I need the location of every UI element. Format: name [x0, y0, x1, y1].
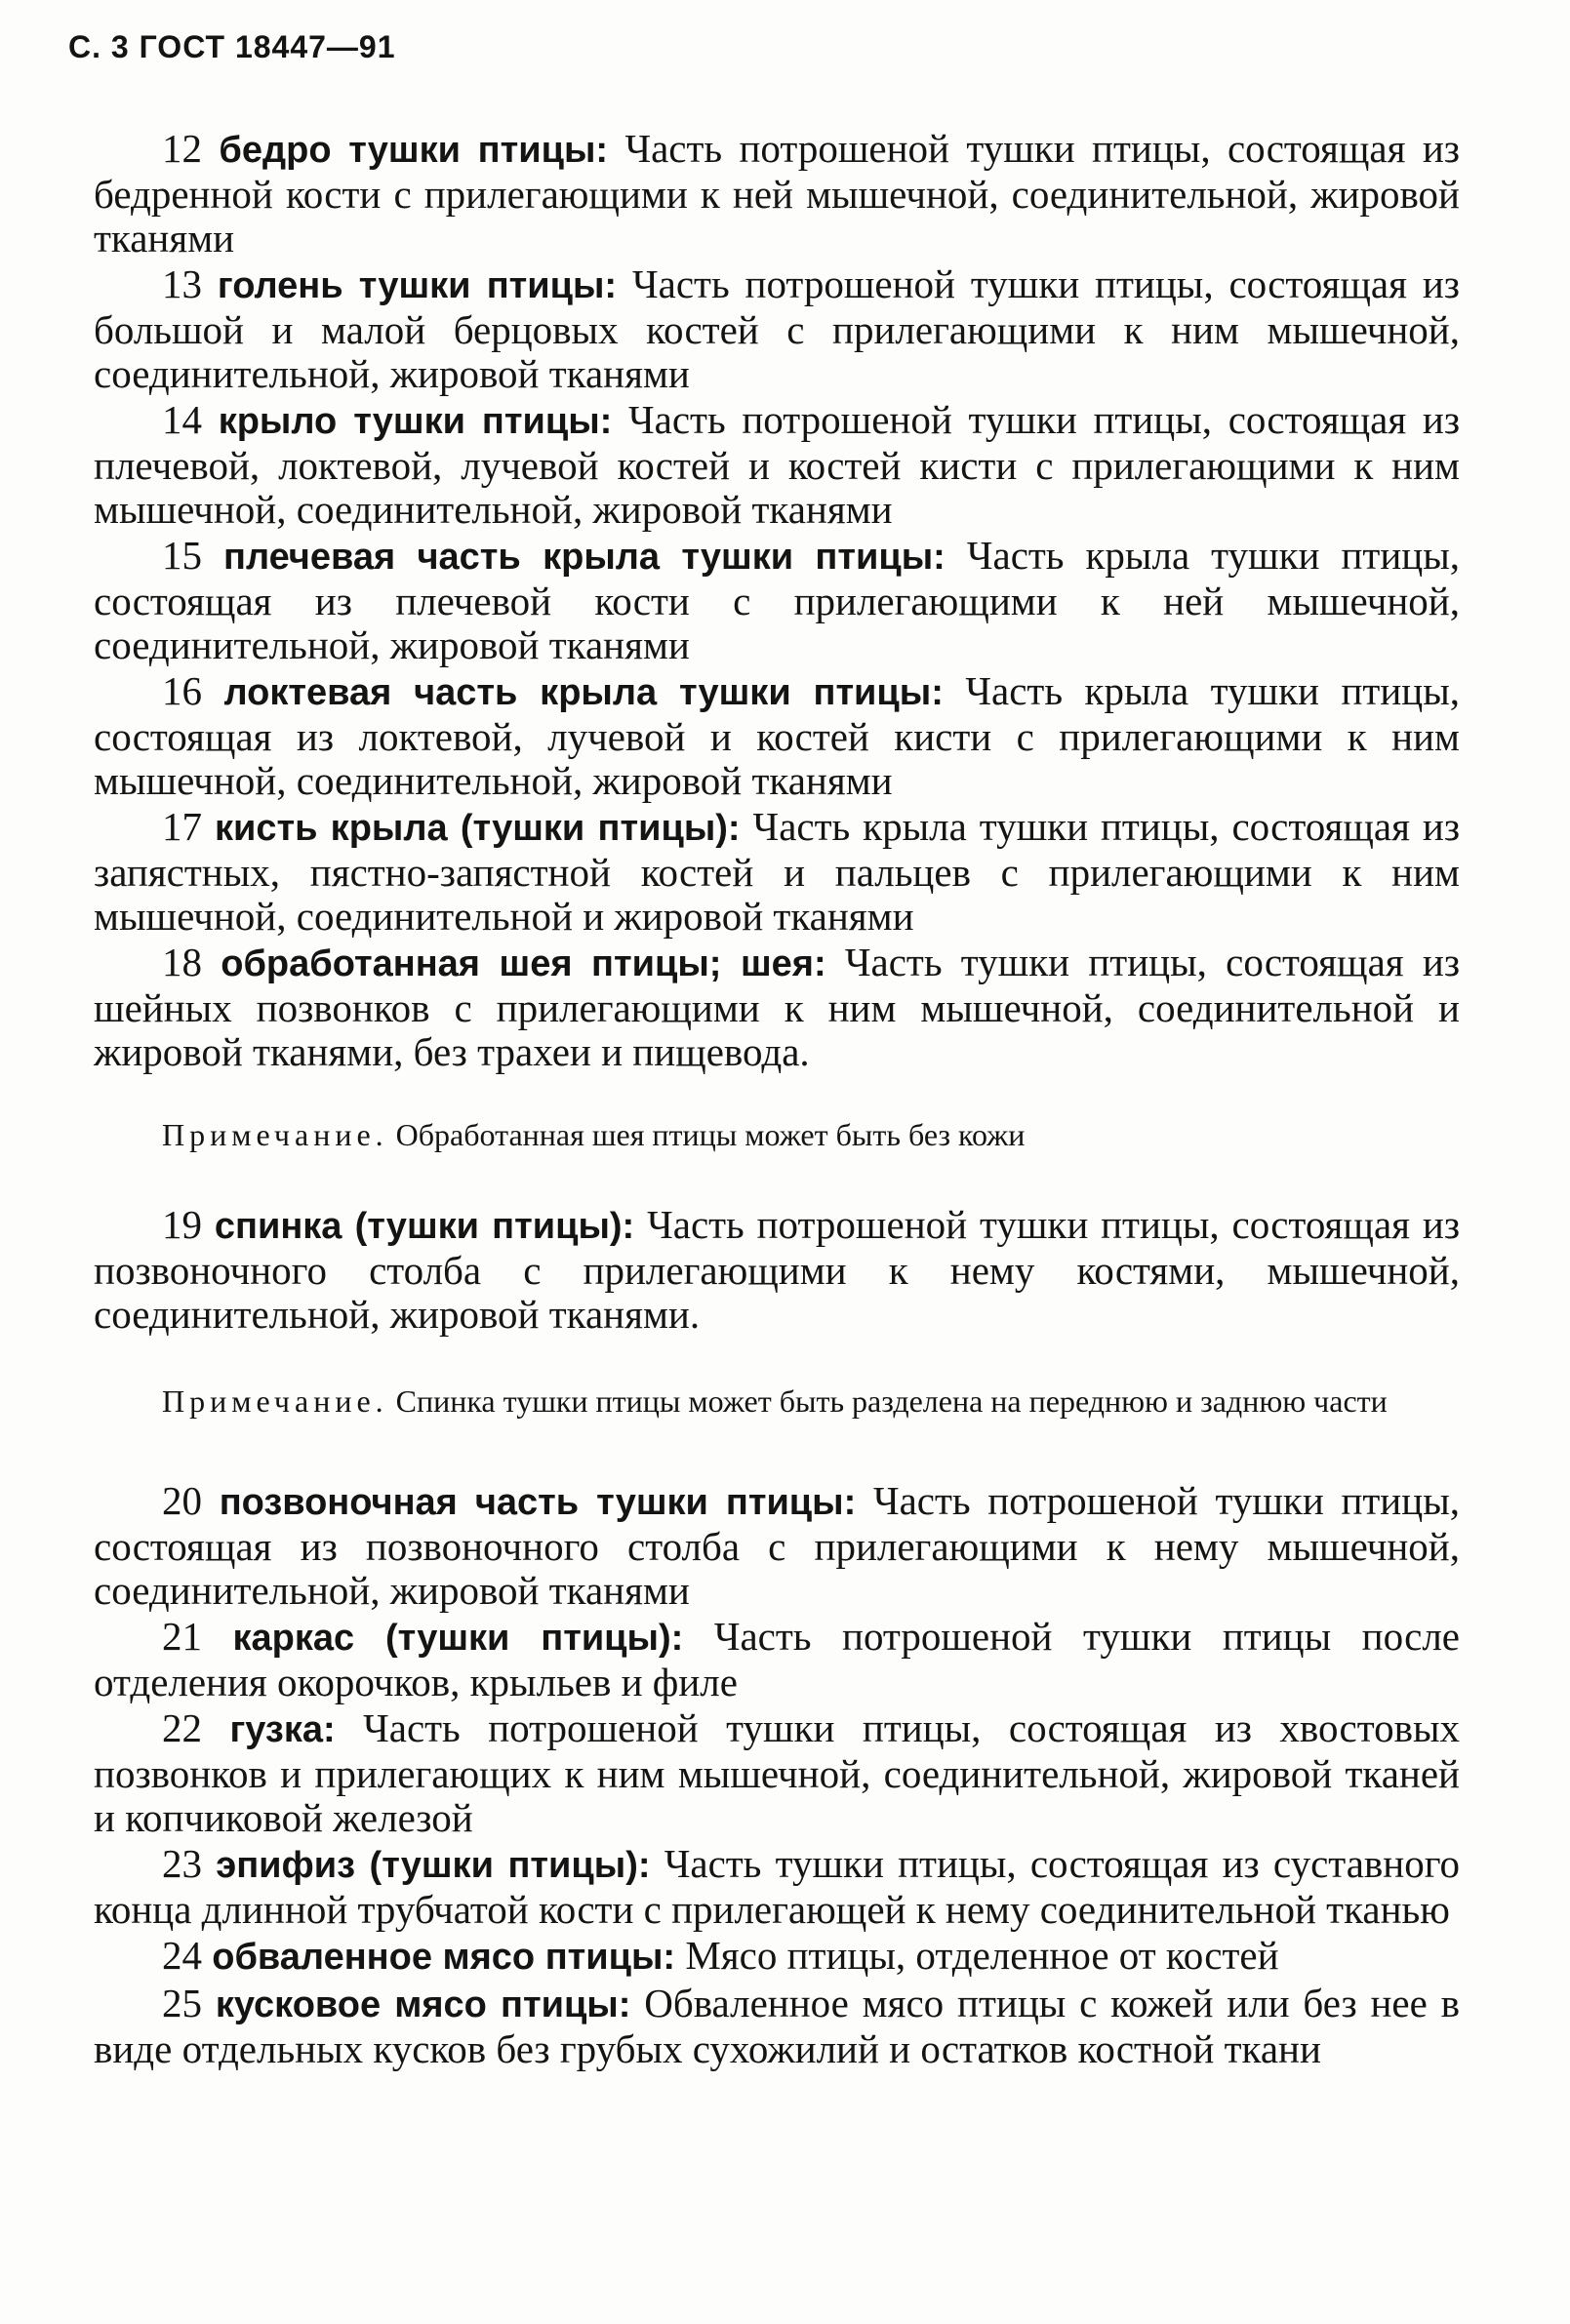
term-19	[94, 1203, 1460, 1339]
terms-body	[94, 127, 1460, 2073]
note-text: Обработанная шея птицы может быть без кожи	[395, 1117, 1026, 1152]
term-16	[94, 669, 1460, 805]
term-definition: Часть тушки птицы, состоящая из шейных позвонков с прилегающими к ним мышечной, соединительной и жировой тканями, без трахеи и пищевода.	[94, 940, 1461, 1074]
term-name: крыло тушки птицы:	[218, 401, 613, 442]
term-24	[94, 1934, 1460, 1982]
term-18	[94, 941, 1460, 1076]
term-definition: Часть потрошеной тушки птицы, состоящая из позвоночного столба с прилегающими к нему костями, мышечной, соединительной, жировой тканями.	[94, 1202, 1461, 1337]
term-definition: Часть потрошеной тушки птицы после отделения окорочков, крыльев и филе	[94, 1614, 1460, 1704]
term-name: позвоночная часть тушки птицы:	[219, 1482, 857, 1523]
note-label: Примечание.	[162, 1383, 388, 1419]
term-number: 24	[162, 1933, 202, 1978]
term-22	[94, 1706, 1460, 1842]
term-definition: Часть потрошеной тушки птицы, состоящая из позвоночного столба с прилегающими к нему мышечной, соединительной, жировой тканями	[94, 1478, 1460, 1613]
term-definition: Часть крыла тушки птицы, состоящая из плечевой кости с прилегающими к ней мышечной, соединительной, жировой тканями	[94, 533, 1461, 667]
term-definition: Часть потрошеной тушки птицы, состоящая из хвостовых позвонков и прилегающих к ним мышечной, соединительной, жировой тканей и копчиковой железой	[94, 1705, 1461, 1840]
term-number: 20	[162, 1478, 202, 1523]
running-header: С. 3 ГОСТ 18447—91	[68, 29, 396, 64]
term-number: 12	[162, 126, 202, 171]
term-name: плечевая часть крыла тушки птицы:	[223, 537, 946, 578]
note-text: Спинка тушки птицы может быть разделена на переднюю и заднюю части	[395, 1383, 1388, 1419]
term-number: 15	[162, 533, 202, 578]
term-name: голень тушки птицы:	[217, 265, 618, 306]
term-14	[94, 398, 1460, 534]
term-definition: Часть потрошеной тушки птицы, состоящая из большой и малой берцовых костей с прилегающими к ним мышечной, соединительной, жировой тканями	[94, 261, 1461, 396]
term-name: спинка (тушки птицы):	[214, 1206, 635, 1247]
note-label: Примечание.	[162, 1117, 388, 1152]
term-15	[94, 534, 1460, 669]
term-name: обваленное мясо птицы:	[212, 1937, 676, 1978]
term-name: обработанная шея птицы; шея:	[221, 943, 826, 984]
term-20	[94, 1479, 1460, 1615]
term-number: 13	[162, 261, 202, 306]
term-definition: Часть потрошеной тушки птицы, состоящая из бедренной кости с прилегающими к ней мышечной, соединительной, жировой тканями	[94, 126, 1460, 260]
term-17	[94, 805, 1460, 941]
term-number: 23	[162, 1841, 202, 1886]
term-definition: Часть тушки птицы, состоящая из суставного конца длинной трубчатой кости с прилегающей к нему соединительной тканью	[94, 1841, 1460, 1932]
term-name: гузка:	[229, 1709, 336, 1750]
term-definition: Часть крыла тушки птицы, состоящая из локтевой, лучевой и костей кисти с прилегающими к ним мышечной, соединительной, жировой тканями	[94, 668, 1461, 803]
note-neck	[94, 1115, 1460, 1154]
term-number: 18	[162, 940, 202, 984]
term-number: 21	[162, 1614, 202, 1659]
term-12	[94, 127, 1460, 262]
term-number: 19	[162, 1202, 202, 1247]
term-number: 25	[162, 1981, 202, 2025]
note-back	[94, 1382, 1460, 1421]
term-number: 14	[162, 397, 202, 442]
term-name: бедро тушки птицы:	[219, 130, 609, 171]
term-definition: Обваленное мясо птицы с кожей или без нее в виде отдельных кусков без грубых сухожилий и остатков костной ткани	[94, 1981, 1460, 2071]
term-25	[94, 1982, 1460, 2073]
term-name: каркас (тушки птицы):	[232, 1618, 684, 1659]
term-name: кусковое мясо птицы:	[215, 1984, 631, 2025]
term-definition: Часть крыла тушки птицы, состоящая из запястных, пястно-запястной костей и пальцев с прилегающими к ним мышечной, соединительной и жировой тканями	[94, 804, 1461, 939]
term-definition: Мясо птицы, отделенное от костей	[685, 1933, 1279, 1978]
term-name: кисть крыла (тушки птицы):	[214, 808, 741, 849]
term-name: эпифиз (тушки птицы):	[216, 1845, 651, 1886]
term-23	[94, 1842, 1460, 1934]
term-definition: Часть потрошеной тушки птицы, состоящая из плечевой, локтевой, лучевой костей и костей кисти с прилегающими к ним мышечной, соединительной, жировой тканями	[94, 397, 1461, 532]
term-name: локтевая часть крыла тушки птицы:	[223, 672, 944, 713]
term-number: 16	[162, 668, 202, 713]
term-21	[94, 1615, 1460, 1706]
term-number: 22	[162, 1705, 202, 1750]
term-13	[94, 262, 1460, 398]
term-number: 17	[162, 804, 202, 849]
